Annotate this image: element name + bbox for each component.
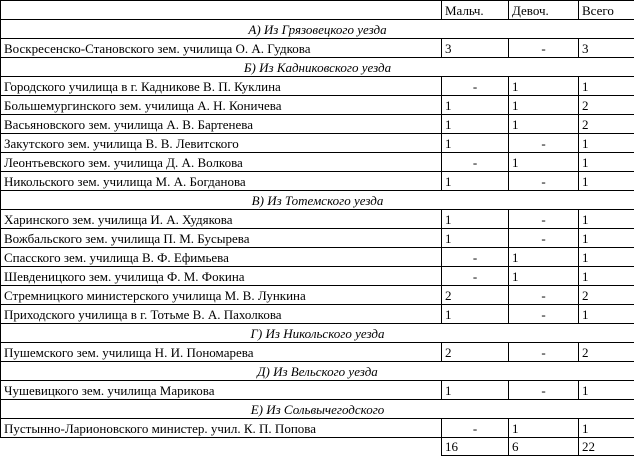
school-name-cell: Большемургинского зем. училища А. Н. Коничева bbox=[1, 96, 442, 115]
school-name-cell: Пушемского зем. училища Н. И. Пономарева bbox=[1, 343, 442, 362]
boys-count-cell: - bbox=[442, 77, 509, 96]
table-row bbox=[1, 381, 634, 400]
girls-count-cell: - bbox=[509, 343, 579, 362]
school-name-cell: Харинского зем. училища И. А. Худякова bbox=[1, 210, 442, 229]
school-name-cell: Спасского зем. училища В. Ф. Ефимьева bbox=[1, 248, 442, 267]
total-count-cell: 1 bbox=[579, 229, 634, 248]
total-count-cell: 1 bbox=[579, 248, 634, 267]
boys-count-cell: 1 bbox=[442, 381, 509, 400]
boys-count-cell: 1 bbox=[442, 229, 509, 248]
table-row bbox=[1, 343, 634, 362]
header-girls: Девоч. bbox=[509, 1, 579, 20]
total-count-cell: 1 bbox=[579, 153, 634, 172]
total-count-cell: 1 bbox=[579, 172, 634, 191]
table-row bbox=[1, 229, 634, 248]
total-girls-cell: 6 bbox=[509, 438, 579, 456]
section-title: В) Из Тотемского уезда bbox=[1, 191, 634, 210]
boys-count-cell: 2 bbox=[442, 343, 509, 362]
total-count-cell: 1 bbox=[579, 134, 634, 153]
header-total: Всего bbox=[579, 1, 634, 20]
girls-count-cell: - bbox=[509, 134, 579, 153]
girls-count-cell: - bbox=[509, 305, 579, 324]
girls-count-cell: - bbox=[509, 172, 579, 191]
school-name-cell: Воскресенско-Становского зем. училища О. А. Гудкова bbox=[1, 39, 442, 58]
girls-count-cell: 1 bbox=[509, 248, 579, 267]
total-count-cell: 1 bbox=[579, 210, 634, 229]
boys-count-cell: 1 bbox=[442, 134, 509, 153]
grand-total-cell: 22 bbox=[579, 438, 634, 456]
section-row bbox=[1, 191, 634, 210]
boys-count-cell: - bbox=[442, 153, 509, 172]
total-count-cell: 2 bbox=[579, 115, 634, 134]
girls-count-cell: 1 bbox=[509, 115, 579, 134]
table-row bbox=[1, 115, 634, 134]
table-row bbox=[1, 134, 634, 153]
school-name-cell: Васьяновского зем. училища А. В. Бартенева bbox=[1, 115, 442, 134]
girls-count-cell: 1 bbox=[509, 153, 579, 172]
section-title: Д) Из Вельского уезда bbox=[1, 362, 634, 381]
total-count-cell: 2 bbox=[579, 286, 634, 305]
total-count-cell: 1 bbox=[579, 77, 634, 96]
table-row bbox=[1, 419, 634, 438]
girls-count-cell: - bbox=[509, 286, 579, 305]
boys-count-cell: 3 bbox=[442, 39, 509, 58]
total-count-cell: 2 bbox=[579, 343, 634, 362]
section-row bbox=[1, 324, 634, 343]
girls-count-cell: - bbox=[509, 229, 579, 248]
girls-count-cell: - bbox=[509, 39, 579, 58]
girls-count-cell: 1 bbox=[509, 419, 579, 438]
header-row bbox=[1, 1, 634, 20]
section-row bbox=[1, 362, 634, 381]
school-name-cell: Стремницкого министерского училища М. В. Лункина bbox=[1, 286, 442, 305]
boys-count-cell: 1 bbox=[442, 210, 509, 229]
section-row bbox=[1, 400, 634, 419]
totals-blank-cell bbox=[1, 438, 442, 456]
girls-count-cell: - bbox=[509, 210, 579, 229]
school-name-cell: Закутского зем. училища В. В. Левитского bbox=[1, 134, 442, 153]
girls-count-cell: 1 bbox=[509, 96, 579, 115]
table-row bbox=[1, 96, 634, 115]
section-row bbox=[1, 20, 634, 39]
table-row bbox=[1, 39, 634, 58]
school-name-cell: Пустынно-Ларионовского министер. учил. К. П. Попова bbox=[1, 419, 442, 438]
section-row bbox=[1, 58, 634, 77]
boys-count-cell: - bbox=[442, 248, 509, 267]
section-title: А) Из Грязовецкого уезда bbox=[1, 20, 634, 39]
section-title: Б) Из Кадниковского уезда bbox=[1, 58, 634, 77]
school-name-cell: Чушевицкого зем. училища Марикова bbox=[1, 381, 442, 400]
total-boys-cell: 16 bbox=[442, 438, 509, 456]
school-name-cell: Шевденицкого зем. училища Ф. М. Фокина bbox=[1, 267, 442, 286]
table-row bbox=[1, 210, 634, 229]
table-row bbox=[1, 172, 634, 191]
table-row bbox=[1, 267, 634, 286]
boys-count-cell: 1 bbox=[442, 305, 509, 324]
total-count-cell: 1 bbox=[579, 381, 634, 400]
table-row bbox=[1, 305, 634, 324]
section-title: Г) Из Никольского уезда bbox=[1, 324, 634, 343]
school-name-cell: Вожбальского зем. училища П. М. Бусырева bbox=[1, 229, 442, 248]
boys-count-cell: 1 bbox=[442, 96, 509, 115]
boys-count-cell: 2 bbox=[442, 286, 509, 305]
table-row bbox=[1, 153, 634, 172]
header-name-cell bbox=[1, 1, 442, 20]
girls-count-cell: 1 bbox=[509, 267, 579, 286]
school-name-cell: Леонтьевского зем. училища Д. А. Волкова bbox=[1, 153, 442, 172]
school-name-cell: Приходского училища в г. Тотьме В. А. Пахолкова bbox=[1, 305, 442, 324]
school-name-cell: Городского училища в г. Кадникове В. П. Куклина bbox=[1, 77, 442, 96]
total-count-cell: 2 bbox=[579, 96, 634, 115]
boys-count-cell: 1 bbox=[442, 115, 509, 134]
total-count-cell: 1 bbox=[579, 267, 634, 286]
girls-count-cell: - bbox=[509, 381, 579, 400]
boys-count-cell: 1 bbox=[442, 172, 509, 191]
boys-count-cell: - bbox=[442, 419, 509, 438]
girls-count-cell: 1 bbox=[509, 77, 579, 96]
total-count-cell: 3 bbox=[579, 39, 634, 58]
total-count-cell: 1 bbox=[579, 305, 634, 324]
section-title: Е) Из Сольвычегодского bbox=[1, 400, 634, 419]
total-count-cell: 1 bbox=[579, 419, 634, 438]
table-row bbox=[1, 286, 634, 305]
school-name-cell: Никольского зем. училища М. А. Богданова bbox=[1, 172, 442, 191]
boys-count-cell: - bbox=[442, 267, 509, 286]
table-row bbox=[1, 77, 634, 96]
header-boys: Мальч. bbox=[442, 1, 509, 20]
totals-row bbox=[1, 438, 634, 456]
table-row bbox=[1, 248, 634, 267]
table-body bbox=[1, 1, 634, 456]
